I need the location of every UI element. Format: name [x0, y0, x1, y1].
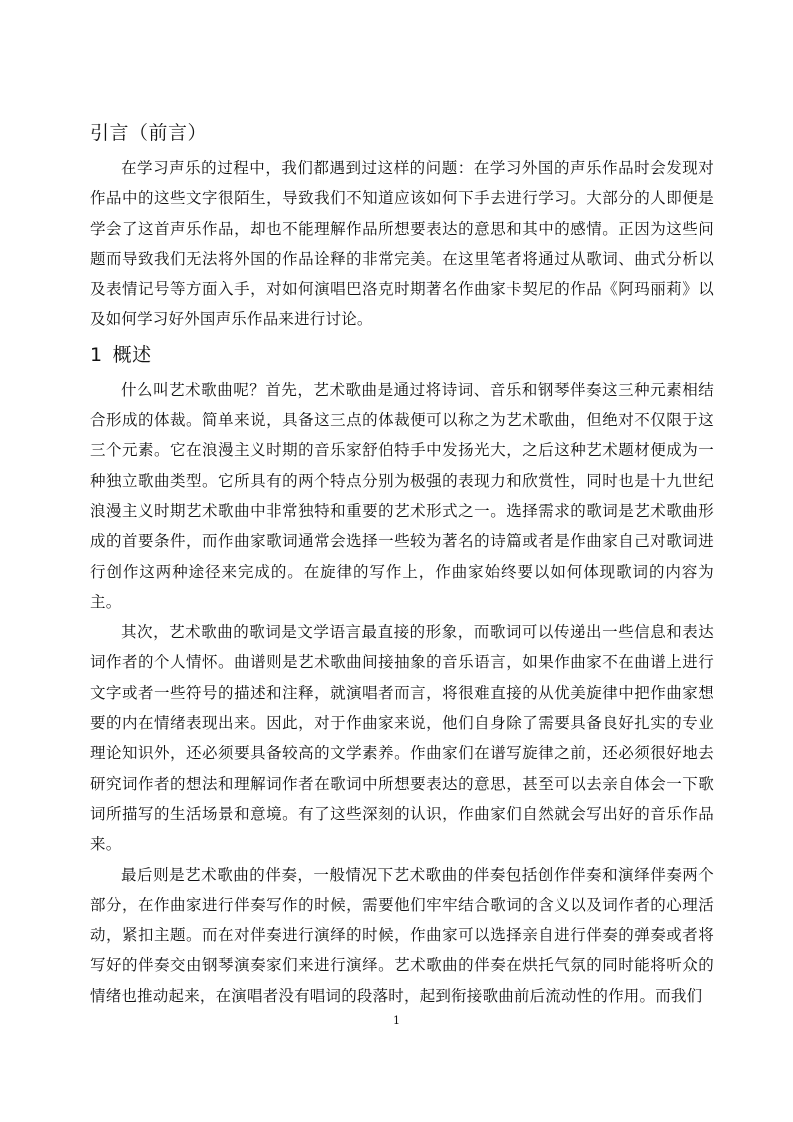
section-heading-overview	[90, 335, 714, 375]
body-paragraph: 什么叫艺术歌曲呢？首先，艺术歌曲是通过将诗词、音乐和钢琴伴奏这三种元素相结合形成的体裁。简单来说，具备这三点的体裁便可以称之为艺术歌曲，但绝对不仅限于这三个元素。它在浪漫主义时期的音乐家舒伯特手中发扬光大，之后这种艺术题材便成为一种独立歌曲类型。它所具有的两个特点分别为极强的表现力和欣赏性，同时也是十九世纪浪漫主义时期艺术歌曲中非常独特和重要的艺术形式之一。选择需求的歌词是艺术歌曲形成的首要条件，而作曲家歌词通常会选择一些较为著名的诗篇或者是作曲家自己对歌词进行创作这两种途径来完成的。在旋律的写作上，作曲家始终要以如何体现歌词的内容为主。	[90, 380, 714, 611]
section-heading-introduction	[90, 113, 714, 153]
body-paragraph: 最后则是艺术歌曲的伴奏，一般情况下艺术歌曲的伴奏包括创作伴奏和演绎伴奏两个部分，在作曲家进行伴奏写作的时候，需要他们牢牢结合歌词的含义以及词作者的心理活动，紧扣主题。而在对伴奏进行演绎的时候，作曲家可以选择亲自进行伴奏的弹奏或者将写好的伴奏交由钢琴演奏家们来进行演绎。艺术歌曲的伴奏在烘托气氛的同时能将听众的情绪也推动起来，在演唱者没有唱词的段落时，起到衔接歌曲前后流动性的作用。而我们	[90, 865, 714, 1005]
page-number: 1	[393, 1014, 400, 1027]
body-paragraph: 其次，艺术歌曲的歌词是文学语言最直接的形象，而歌词可以传递出一些信息和表达词作者的个人情怀。曲谱则是艺术歌曲间接抽象的音乐语言，如果作曲家不在曲谱上进行文字或者一些符号的描述和注释，就演唱者而言，将很难直接的从优美旋律中把作曲家想要的内在情绪表现出来。因此，对于作曲家来说，他们自身除了需要具备良好扎实的专业理论知识外，还必须要具备较高的文学素养。作曲家们在谱写旋律之前，还必须很好地去研究词作者的想法和理解词作者在歌词中所想要表达的意思，甚至可以去亲自体会一下歌词所描写的生活场景和意境。有了这些深刻的认识，作曲家们自然就会写出好的音乐作品来。	[90, 623, 714, 854]
page-body	[90, 113, 714, 1011]
section-number: 1	[90, 343, 103, 366]
section-title: 概述	[112, 343, 152, 366]
body-paragraph: 在学习声乐的过程中，我们都遇到过这样的问题：在学习外国的声乐作品时会发现对作品中的这些文字很陌生，导致我们不知道应该如何下手去进行学习。大部分的人即便是学会了这首声乐作品，却也不能理解作品所想要表达的意思和其中的感情。正因为这些问题而导致我们无法将外国的作品诠释的非常完美。在这里笔者将通过从歌词、曲式分析以及表情记号等方面入手，对如何演唱巴洛克时期著名作曲家卡契尼的作品《阿玛丽莉》以及如何学习好外国声乐作品来进行讨论。	[90, 159, 714, 329]
section-title: 引言（前言）	[90, 122, 208, 144]
